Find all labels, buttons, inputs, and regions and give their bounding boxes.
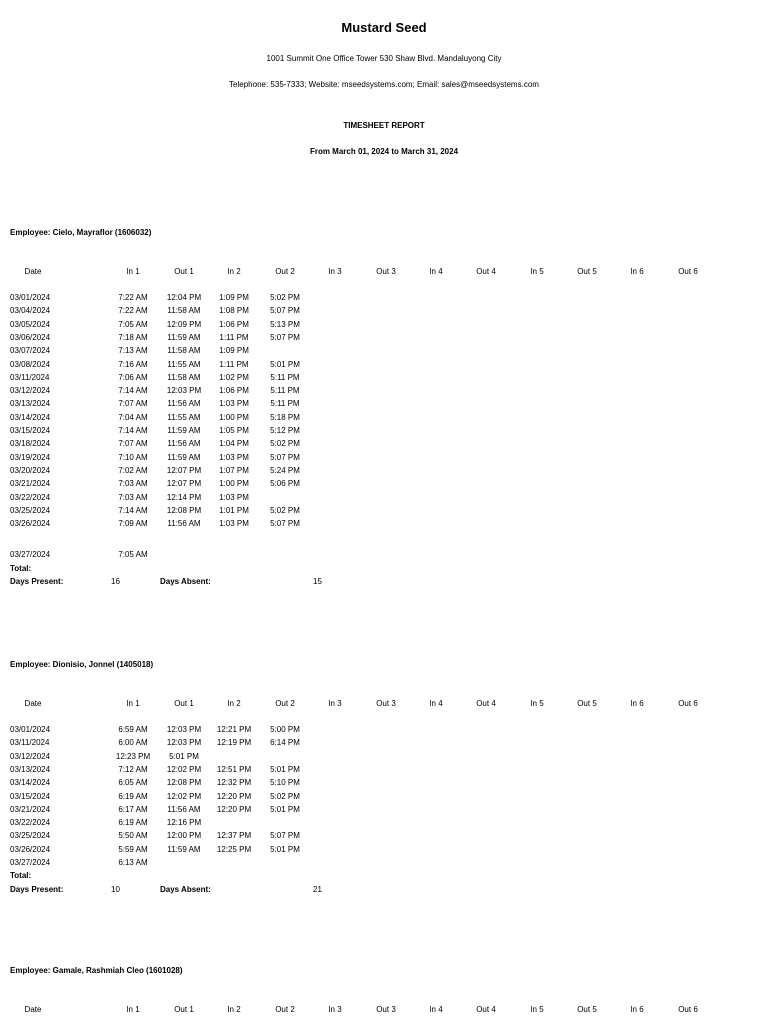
- row-date: 03/06/2024: [10, 332, 51, 342]
- time-cell: 7:10 AM: [118, 452, 148, 462]
- table-row: [0, 738, 768, 750]
- table-row: [0, 792, 768, 804]
- table-row: [0, 506, 768, 518]
- row-date: 03/27/2024: [10, 858, 51, 867]
- row-date: 03/08/2024: [10, 359, 51, 369]
- time-cell: 12:16 PM: [166, 818, 202, 828]
- table-row: [0, 386, 768, 398]
- days-present-value: 16: [111, 577, 120, 586]
- time-cell: 5:02 PM: [270, 439, 300, 449]
- column-header: Out 5: [577, 267, 597, 276]
- column-header: Out 6: [678, 1005, 698, 1014]
- time-cell: 7:22 AM: [118, 293, 148, 302]
- column-header: In 2: [227, 267, 241, 276]
- time-cell: 5:02 PM: [270, 293, 300, 302]
- time-cell: 11:55 AM: [167, 412, 201, 422]
- time-cell: 7:09 AM: [118, 519, 148, 529]
- time-cell: 7:07 AM: [118, 439, 148, 449]
- time-cell: 5:01 PM: [270, 764, 300, 774]
- days-absent-label: Days Absent:: [160, 577, 211, 586]
- row-date: 03/22/2024: [10, 818, 51, 828]
- table-row: [0, 320, 768, 332]
- column-header: Out 4: [476, 267, 496, 276]
- row-date: 03/12/2024: [10, 751, 51, 761]
- row-date: 03/01/2024: [10, 293, 51, 302]
- total-label: Total:: [10, 563, 32, 573]
- total-label: Total:: [10, 871, 32, 881]
- time-cell: 5:50 AM: [118, 831, 148, 841]
- time-cell: 7:06 AM: [118, 372, 148, 382]
- time-cell: 1:09 PM: [219, 293, 249, 302]
- row-date: 03/01/2024: [10, 725, 51, 734]
- time-cell: 6:19 AM: [118, 791, 148, 801]
- row-date: 03/13/2024: [10, 399, 51, 409]
- column-header: Out 6: [678, 699, 698, 708]
- table-row: [0, 493, 768, 505]
- time-cell: 1:08 PM: [219, 306, 249, 316]
- time-cell: 5:01 PM: [270, 844, 300, 854]
- time-cell: 12:21 PM: [216, 725, 252, 734]
- time-cell: 1:05 PM: [219, 426, 249, 435]
- time-cell: 1:11 PM: [219, 332, 249, 342]
- column-header: In 2: [227, 1005, 241, 1014]
- table-row: [0, 346, 768, 358]
- time-cell: 5:18 PM: [270, 412, 300, 422]
- column-header: In 5: [530, 267, 544, 276]
- time-cell: 12:37 PM: [216, 831, 252, 841]
- time-cell: 1:07 PM: [219, 465, 249, 475]
- time-cell: 12:03 PM: [166, 725, 202, 734]
- company-address: 1001 Summit One Office Tower 530 Shaw Blvd. Mandaluyong City: [266, 54, 502, 63]
- column-header: Out 2: [275, 267, 295, 276]
- table-row: [0, 550, 768, 562]
- time-cell: 5:01 PM: [270, 359, 300, 369]
- company-name: Mustard Seed: [341, 20, 427, 35]
- table-row: [0, 519, 768, 531]
- time-cell: 12:08 PM: [166, 505, 202, 515]
- time-cell: 7:05 AM: [118, 550, 148, 560]
- time-cell: 5:10 PM: [270, 778, 300, 788]
- time-cell: 5:02 PM: [270, 505, 300, 515]
- table-row: [0, 479, 768, 491]
- time-cell: 5:01 PM: [169, 751, 199, 761]
- time-cell: 12:14 PM: [166, 492, 202, 502]
- column-header: In 1: [126, 1005, 140, 1014]
- column-header: Out 3: [376, 267, 396, 276]
- time-cell: 5:00 PM: [270, 725, 300, 734]
- employee-heading: Employee: Gamale, Rashmiah Cleo (1601028): [10, 966, 183, 975]
- time-cell: 12:02 PM: [166, 791, 202, 801]
- row-date: 03/27/2024: [10, 550, 51, 560]
- time-cell: 5:07 PM: [270, 332, 300, 342]
- table-row: [0, 413, 768, 425]
- time-cell: 5:59 AM: [118, 844, 148, 854]
- time-cell: 11:59 AM: [167, 452, 201, 462]
- table-row: [0, 778, 768, 790]
- column-header: In 3: [328, 1005, 342, 1014]
- time-cell: 5:02 PM: [270, 791, 300, 801]
- time-cell: 7:05 AM: [118, 319, 148, 329]
- time-cell: 12:20 PM: [216, 791, 252, 801]
- row-date: 03/11/2024: [10, 738, 50, 748]
- column-header-row: [0, 699, 768, 711]
- table-row: [0, 805, 768, 817]
- row-date: 03/14/2024: [10, 412, 51, 422]
- column-header: In 4: [429, 1005, 443, 1014]
- table-row: [0, 333, 768, 345]
- column-header: In 6: [630, 1005, 644, 1014]
- column-header: Out 1: [174, 267, 194, 276]
- time-cell: 12:03 PM: [166, 386, 202, 396]
- time-cell: 12:02 PM: [166, 764, 202, 774]
- days-absent-value: 15: [313, 577, 322, 586]
- time-cell: 1:01 PM: [219, 505, 249, 515]
- column-header: In 3: [328, 699, 342, 708]
- time-cell: 11:56 AM: [167, 399, 201, 409]
- table-row: [0, 845, 768, 857]
- time-cell: 5:01 PM: [270, 804, 300, 814]
- time-cell: 1:04 PM: [219, 439, 249, 449]
- time-cell: 11:59 AM: [167, 426, 201, 435]
- time-cell: 7:02 AM: [118, 465, 148, 475]
- time-cell: 5:12 PM: [270, 426, 300, 435]
- days-absent-value: 21: [313, 884, 322, 894]
- time-cell: 1:00 PM: [219, 412, 249, 422]
- row-date: 03/04/2024: [10, 306, 51, 316]
- row-date: 03/21/2024: [10, 804, 51, 814]
- employee-heading: Employee: Cielo, Mayraflor (1606032): [10, 228, 152, 237]
- row-date: 03/15/2024: [10, 791, 51, 801]
- time-cell: 6:59 AM: [118, 725, 148, 734]
- time-cell: 5:07 PM: [270, 306, 300, 316]
- column-header: In 1: [126, 267, 140, 276]
- time-cell: 6:05 AM: [118, 778, 148, 788]
- time-cell: 12:25 PM: [216, 844, 252, 854]
- company-contact: Telephone: 535-7333; Website: mseedsystems.com; Email: sales@mseedsystems.com: [229, 80, 539, 89]
- column-header: Out 2: [275, 1005, 295, 1014]
- column-header: Out 4: [476, 1005, 496, 1014]
- row-date: 03/25/2024: [10, 831, 51, 841]
- time-cell: 7:04 AM: [118, 412, 148, 422]
- time-cell: 5:07 PM: [270, 519, 300, 529]
- time-cell: 1:03 PM: [219, 452, 249, 462]
- time-cell: 1:02 PM: [219, 372, 249, 382]
- days-present-value: 10: [111, 884, 120, 894]
- row-date: 03/18/2024: [10, 439, 51, 449]
- time-cell: 1:06 PM: [219, 319, 249, 329]
- days-present-label: Days Present:: [10, 884, 64, 894]
- column-header-row: [0, 1005, 768, 1017]
- column-header: In 4: [429, 699, 443, 708]
- time-cell: 11:56 AM: [167, 519, 201, 529]
- row-date: 03/19/2024: [10, 452, 51, 462]
- table-row: [0, 453, 768, 465]
- time-cell: 5:13 PM: [270, 319, 300, 329]
- column-header: In 6: [630, 267, 644, 276]
- time-cell: 7:07 AM: [118, 399, 148, 409]
- row-date: 03/07/2024: [10, 346, 51, 356]
- time-cell: 7:03 AM: [118, 479, 148, 489]
- time-cell: 11:59 AM: [167, 844, 201, 854]
- time-cell: 7:14 AM: [118, 426, 148, 435]
- column-header: In 3: [328, 267, 342, 276]
- row-date: 03/05/2024: [10, 319, 51, 329]
- time-cell: 1:03 PM: [219, 519, 249, 529]
- time-cell: 1:03 PM: [219, 399, 249, 409]
- column-header: Out 3: [376, 1005, 396, 1014]
- column-header: Date: [24, 699, 42, 708]
- column-header: In 5: [530, 699, 544, 708]
- row-date: 03/12/2024: [10, 386, 51, 396]
- table-row: [0, 426, 768, 438]
- time-cell: 11:58 AM: [167, 346, 201, 356]
- time-cell: 5:11 PM: [270, 399, 300, 409]
- table-row: [0, 752, 768, 764]
- time-cell: 6:13 AM: [118, 858, 148, 867]
- time-cell: 7:13 AM: [118, 346, 148, 356]
- table-row: [0, 725, 768, 737]
- column-header: In 5: [530, 1005, 544, 1014]
- time-cell: 7:14 AM: [118, 505, 148, 515]
- row-date: 03/11/2024: [10, 372, 50, 382]
- row-date: 03/20/2024: [10, 465, 51, 475]
- time-cell: 12:07 PM: [166, 479, 202, 489]
- report-date-range: From March 01, 2024 to March 31, 2024: [309, 147, 459, 156]
- time-cell: 11:58 AM: [167, 372, 201, 382]
- employee-heading: Employee: Dionisio, Jonnel (1405018): [10, 660, 154, 669]
- time-cell: 12:51 PM: [216, 764, 252, 774]
- time-cell: 6:00 AM: [118, 738, 148, 748]
- time-cell: 5:07 PM: [270, 831, 300, 841]
- days-absent-label: Days Absent:: [160, 884, 211, 894]
- days-present-label: Days Present:: [10, 577, 64, 586]
- time-cell: 1:11 PM: [219, 359, 249, 369]
- table-row: [0, 831, 768, 843]
- row-date: 03/15/2024: [10, 426, 51, 435]
- report-title: TIMESHEET REPORT: [343, 121, 425, 130]
- time-cell: 5:11 PM: [270, 386, 300, 396]
- column-header: Out 5: [577, 1005, 597, 1014]
- row-date: 03/22/2024: [10, 492, 51, 502]
- table-row: [0, 360, 768, 372]
- time-cell: 7:12 AM: [118, 764, 148, 774]
- time-cell: 6:14 PM: [270, 738, 300, 748]
- time-cell: 11:56 AM: [167, 439, 201, 449]
- time-cell: 11:56 AM: [167, 804, 201, 814]
- time-cell: 12:19 PM: [216, 738, 252, 748]
- column-header: In 1: [126, 699, 140, 708]
- column-header: Out 6: [678, 267, 698, 276]
- column-header: Out 5: [577, 699, 597, 708]
- time-cell: 12:00 PM: [166, 831, 202, 841]
- column-header: In 4: [429, 267, 443, 276]
- time-cell: 12:09 PM: [166, 319, 202, 329]
- column-header: Out 2: [275, 699, 295, 708]
- time-cell: 12:08 PM: [166, 778, 202, 788]
- column-header: Out 3: [376, 699, 396, 708]
- time-cell: 7:03 AM: [118, 492, 148, 502]
- time-cell: 11:55 AM: [167, 359, 201, 369]
- time-cell: 12:04 PM: [166, 293, 202, 302]
- time-cell: 11:58 AM: [167, 306, 201, 316]
- time-cell: 5:07 PM: [270, 452, 300, 462]
- time-cell: 7:18 AM: [118, 332, 148, 342]
- table-row: [0, 306, 768, 318]
- time-cell: 6:19 AM: [118, 818, 148, 828]
- time-cell: 12:03 PM: [166, 738, 202, 748]
- table-row: [0, 818, 768, 830]
- time-cell: 7:14 AM: [118, 386, 148, 396]
- time-cell: 5:11 PM: [270, 372, 300, 382]
- column-header: Out 1: [174, 1005, 194, 1014]
- row-date: 03/26/2024: [10, 519, 51, 529]
- time-cell: 1:03 PM: [219, 492, 249, 502]
- time-cell: 1:00 PM: [219, 479, 249, 489]
- time-cell: 1:06 PM: [219, 386, 249, 396]
- row-date: 03/21/2024: [10, 479, 51, 489]
- row-date: 03/25/2024: [10, 505, 51, 515]
- table-row: [0, 466, 768, 478]
- time-cell: 11:59 AM: [167, 332, 201, 342]
- time-cell: 5:24 PM: [270, 465, 300, 475]
- time-cell: 12:32 PM: [216, 778, 252, 788]
- row-date: 03/14/2024: [10, 778, 51, 788]
- table-row: [0, 858, 768, 870]
- time-cell: 12:07 PM: [166, 465, 202, 475]
- time-cell: 7:16 AM: [118, 359, 148, 369]
- row-date: 03/26/2024: [10, 844, 51, 854]
- column-header-row: [0, 267, 768, 279]
- column-header: In 6: [630, 699, 644, 708]
- table-row: [0, 439, 768, 451]
- table-row: [0, 293, 768, 305]
- time-cell: 1:09 PM: [219, 346, 249, 356]
- time-cell: 7:22 AM: [118, 306, 148, 316]
- column-header: Date: [24, 1005, 42, 1014]
- time-cell: 5:06 PM: [270, 479, 300, 489]
- time-cell: 6:17 AM: [118, 804, 148, 814]
- column-header: In 2: [227, 699, 241, 708]
- time-cell: 12:23 PM: [115, 751, 151, 761]
- table-row: [0, 373, 768, 385]
- time-cell: 12:20 PM: [216, 804, 252, 814]
- column-header: Out 1: [174, 699, 194, 708]
- table-row: [0, 399, 768, 411]
- column-header: Out 4: [476, 699, 496, 708]
- column-header: Date: [24, 267, 42, 276]
- table-row: [0, 765, 768, 777]
- row-date: 03/13/2024: [10, 764, 51, 774]
